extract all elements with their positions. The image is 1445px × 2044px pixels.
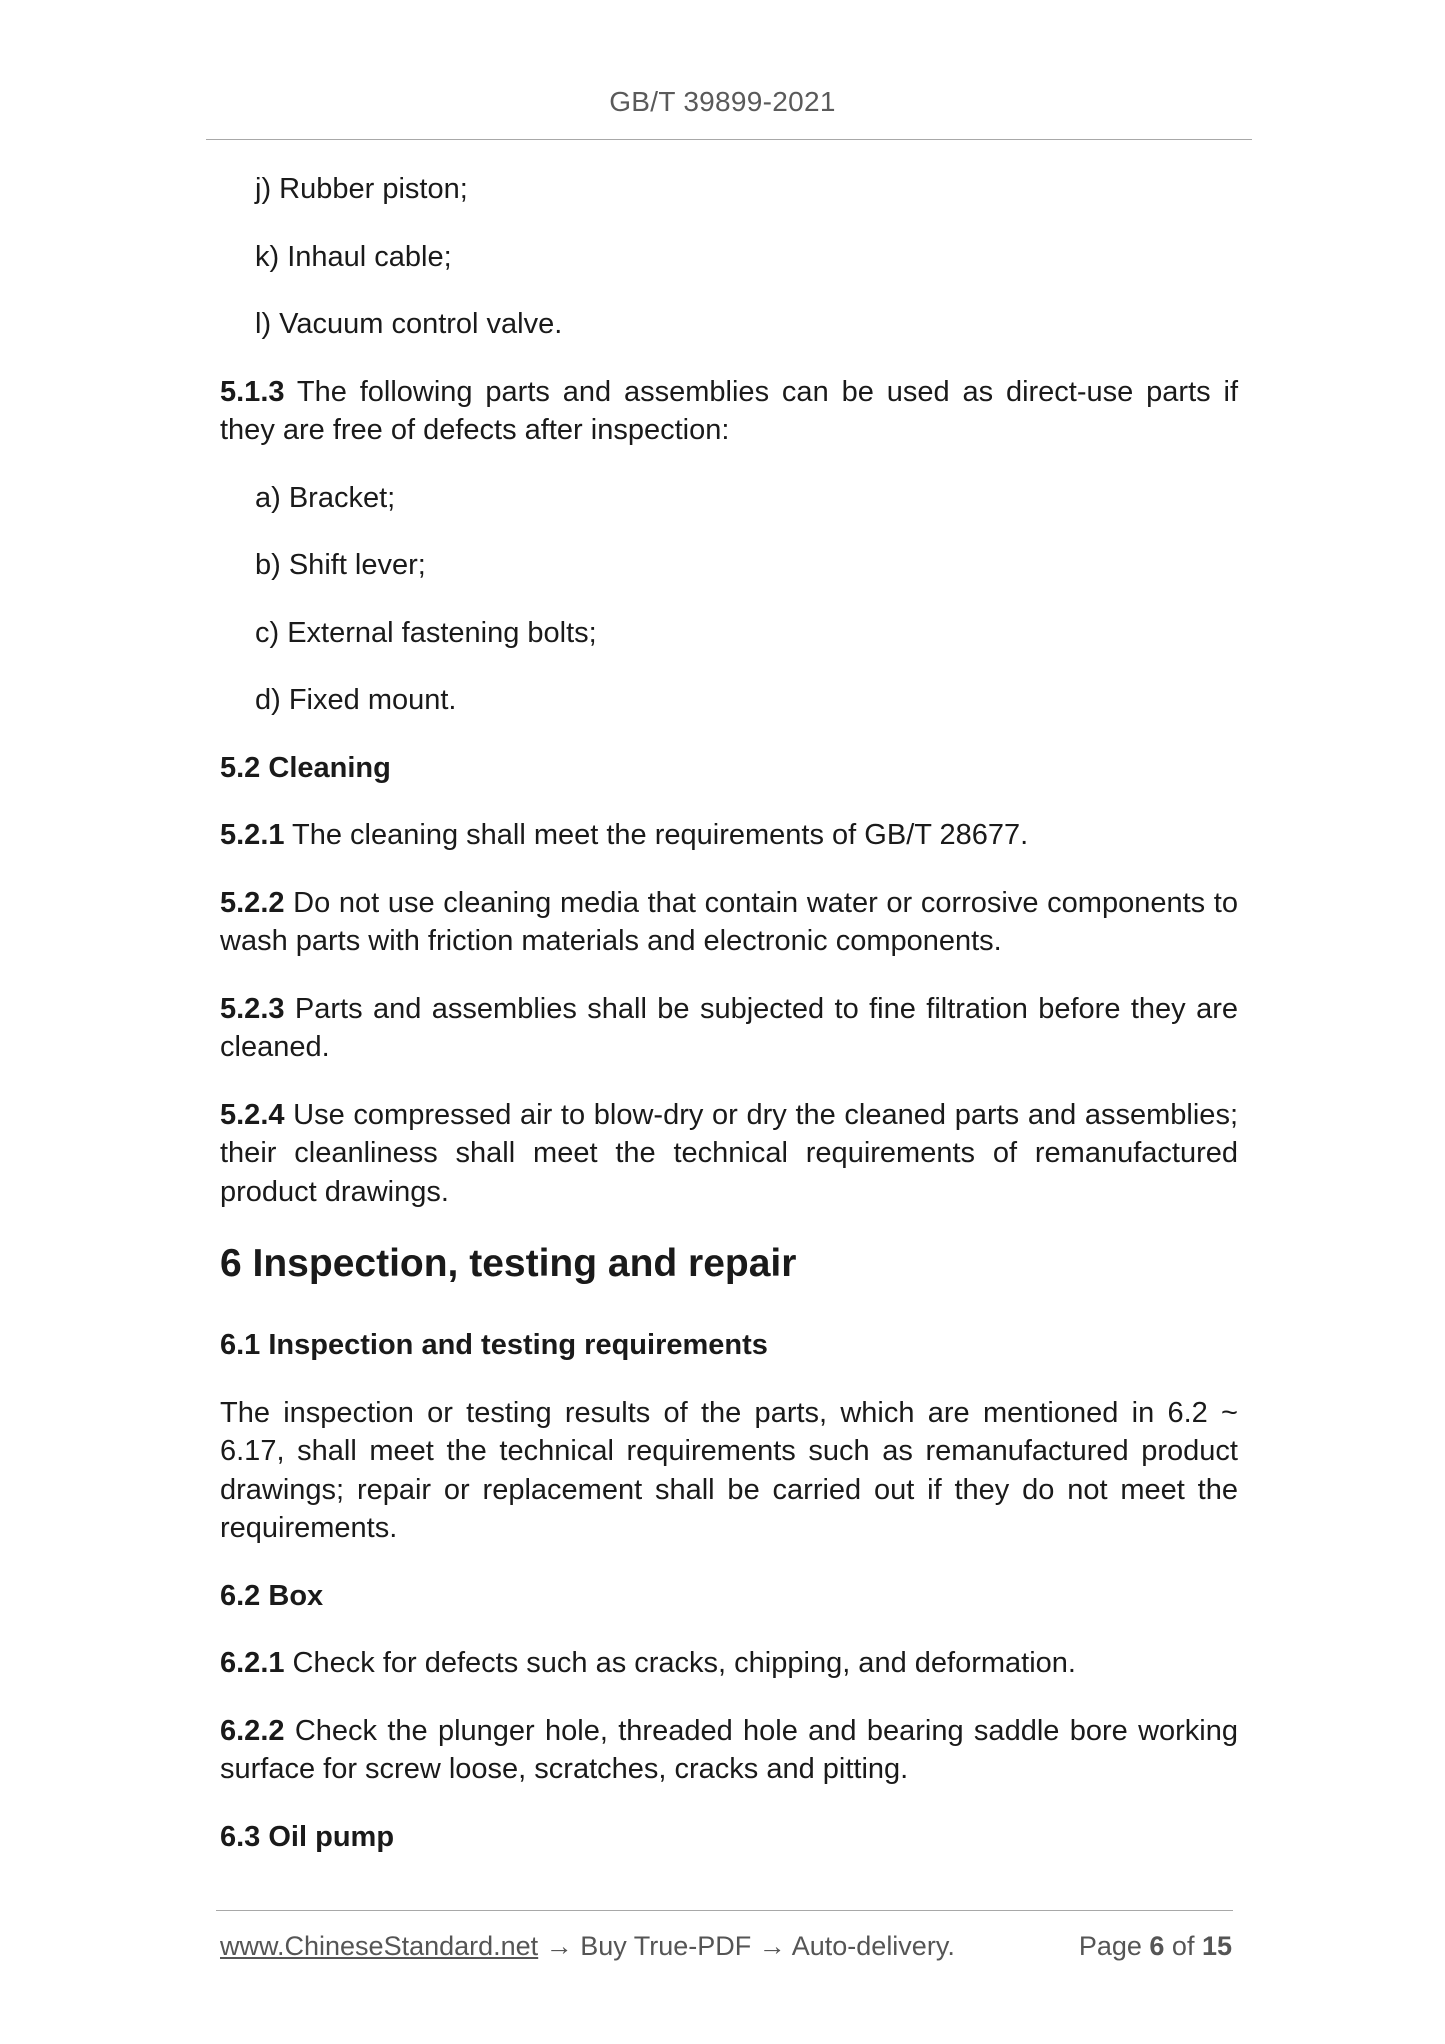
list-item-k: k) Inhaul cable; [255, 240, 452, 273]
of-word: of [1164, 1931, 1202, 1961]
list-item-d: d) Fixed mount. [255, 684, 457, 716]
current-page: 6 [1149, 1931, 1165, 1961]
clause-number: 6.2.1 [220, 1647, 285, 1679]
page-footer [220, 1931, 1232, 1962]
clause-text: Check the plunger hole, threaded hole and bearing saddle bore working surface for screw loose, scratches, cracks and pitting. [220, 1714, 1238, 1785]
clause-6-2-2 [220, 1712, 1238, 1789]
page-word: Page [1078, 1931, 1150, 1961]
clause-5-2-1 [220, 816, 1238, 855]
header-divider [206, 139, 1252, 140]
clause-text: Do not use cleaning media that contain water or corrosive components to wash parts with friction materials and electronic components. [220, 886, 1238, 957]
section-heading-6-1: 6.1 Inspection and testing requirements [220, 1329, 768, 1361]
section-heading-6-3: 6.3 Oil pump [220, 1820, 395, 1853]
section-heading-5-2: 5.2 Cleaning [220, 751, 391, 784]
list-item-b: b) Shift lever; [255, 549, 426, 581]
clause-5-2-2 [220, 884, 1238, 961]
footer-tagline: → Buy True-PDF → Auto-delivery. [538, 1931, 955, 1961]
clause-number: 6.2.2 [220, 1714, 285, 1747]
chapter-heading-6: 6 Inspection, testing and repair [220, 1242, 797, 1285]
total-pages: 15 [1201, 1931, 1232, 1961]
clause-text: The following parts and assemblies can be used as direct-use parts if they are free of defects after inspection: [220, 375, 1238, 446]
clause-text: The cleaning shall meet the requirements of GB/T 28677. [284, 819, 1029, 851]
clause-text: Use compressed air to blow-dry or dry the cleaned parts and assemblies; their cleanliness shall meet the technical requirements of remanufactured product drawings. [220, 1098, 1238, 1208]
list-item-c: c) External fastening bolts; [255, 616, 597, 649]
clause-5-2-3 [220, 990, 1238, 1067]
document-header-title: GB/T 39899-2021 [609, 86, 836, 117]
clause-text: Parts and assemblies shall be subjected to fine filtration before they are cleaned. [220, 992, 1238, 1063]
page-content [220, 170, 1238, 1885]
page-number [1079, 1931, 1232, 1962]
list-item-l: l) Vacuum control valve. [255, 308, 563, 340]
section-heading-6-2: 6.2 Box [220, 1579, 324, 1612]
clause-number: 5.1.3 [220, 375, 285, 408]
footer-divider [216, 1910, 1233, 1911]
clause-text: Check for defects such as cracks, chipping, and deformation. [284, 1647, 1076, 1679]
website-link[interactable]: www.ChineseStandard.net [220, 1931, 539, 1961]
clause-number: 5.2.1 [220, 819, 285, 851]
clause-5-1-3 [220, 373, 1238, 450]
paragraph-6-1: The inspection or testing results of the parts, which are mentioned in 6.2 ~ 6.17, shall meet the technical requirements such as remanufactured product drawings; repair or replacement shall be carried out if they do not meet the requirements. [220, 1396, 1238, 1544]
clause-number: 5.2.2 [220, 886, 285, 919]
clause-number: 5.2.4 [220, 1098, 285, 1131]
clause-6-2-1 [220, 1644, 1238, 1683]
list-item-a: a) Bracket; [255, 481, 396, 514]
list-item-j: j) Rubber piston; [255, 173, 468, 205]
clause-5-2-4 [220, 1096, 1238, 1212]
clause-number: 5.2.3 [220, 992, 285, 1025]
